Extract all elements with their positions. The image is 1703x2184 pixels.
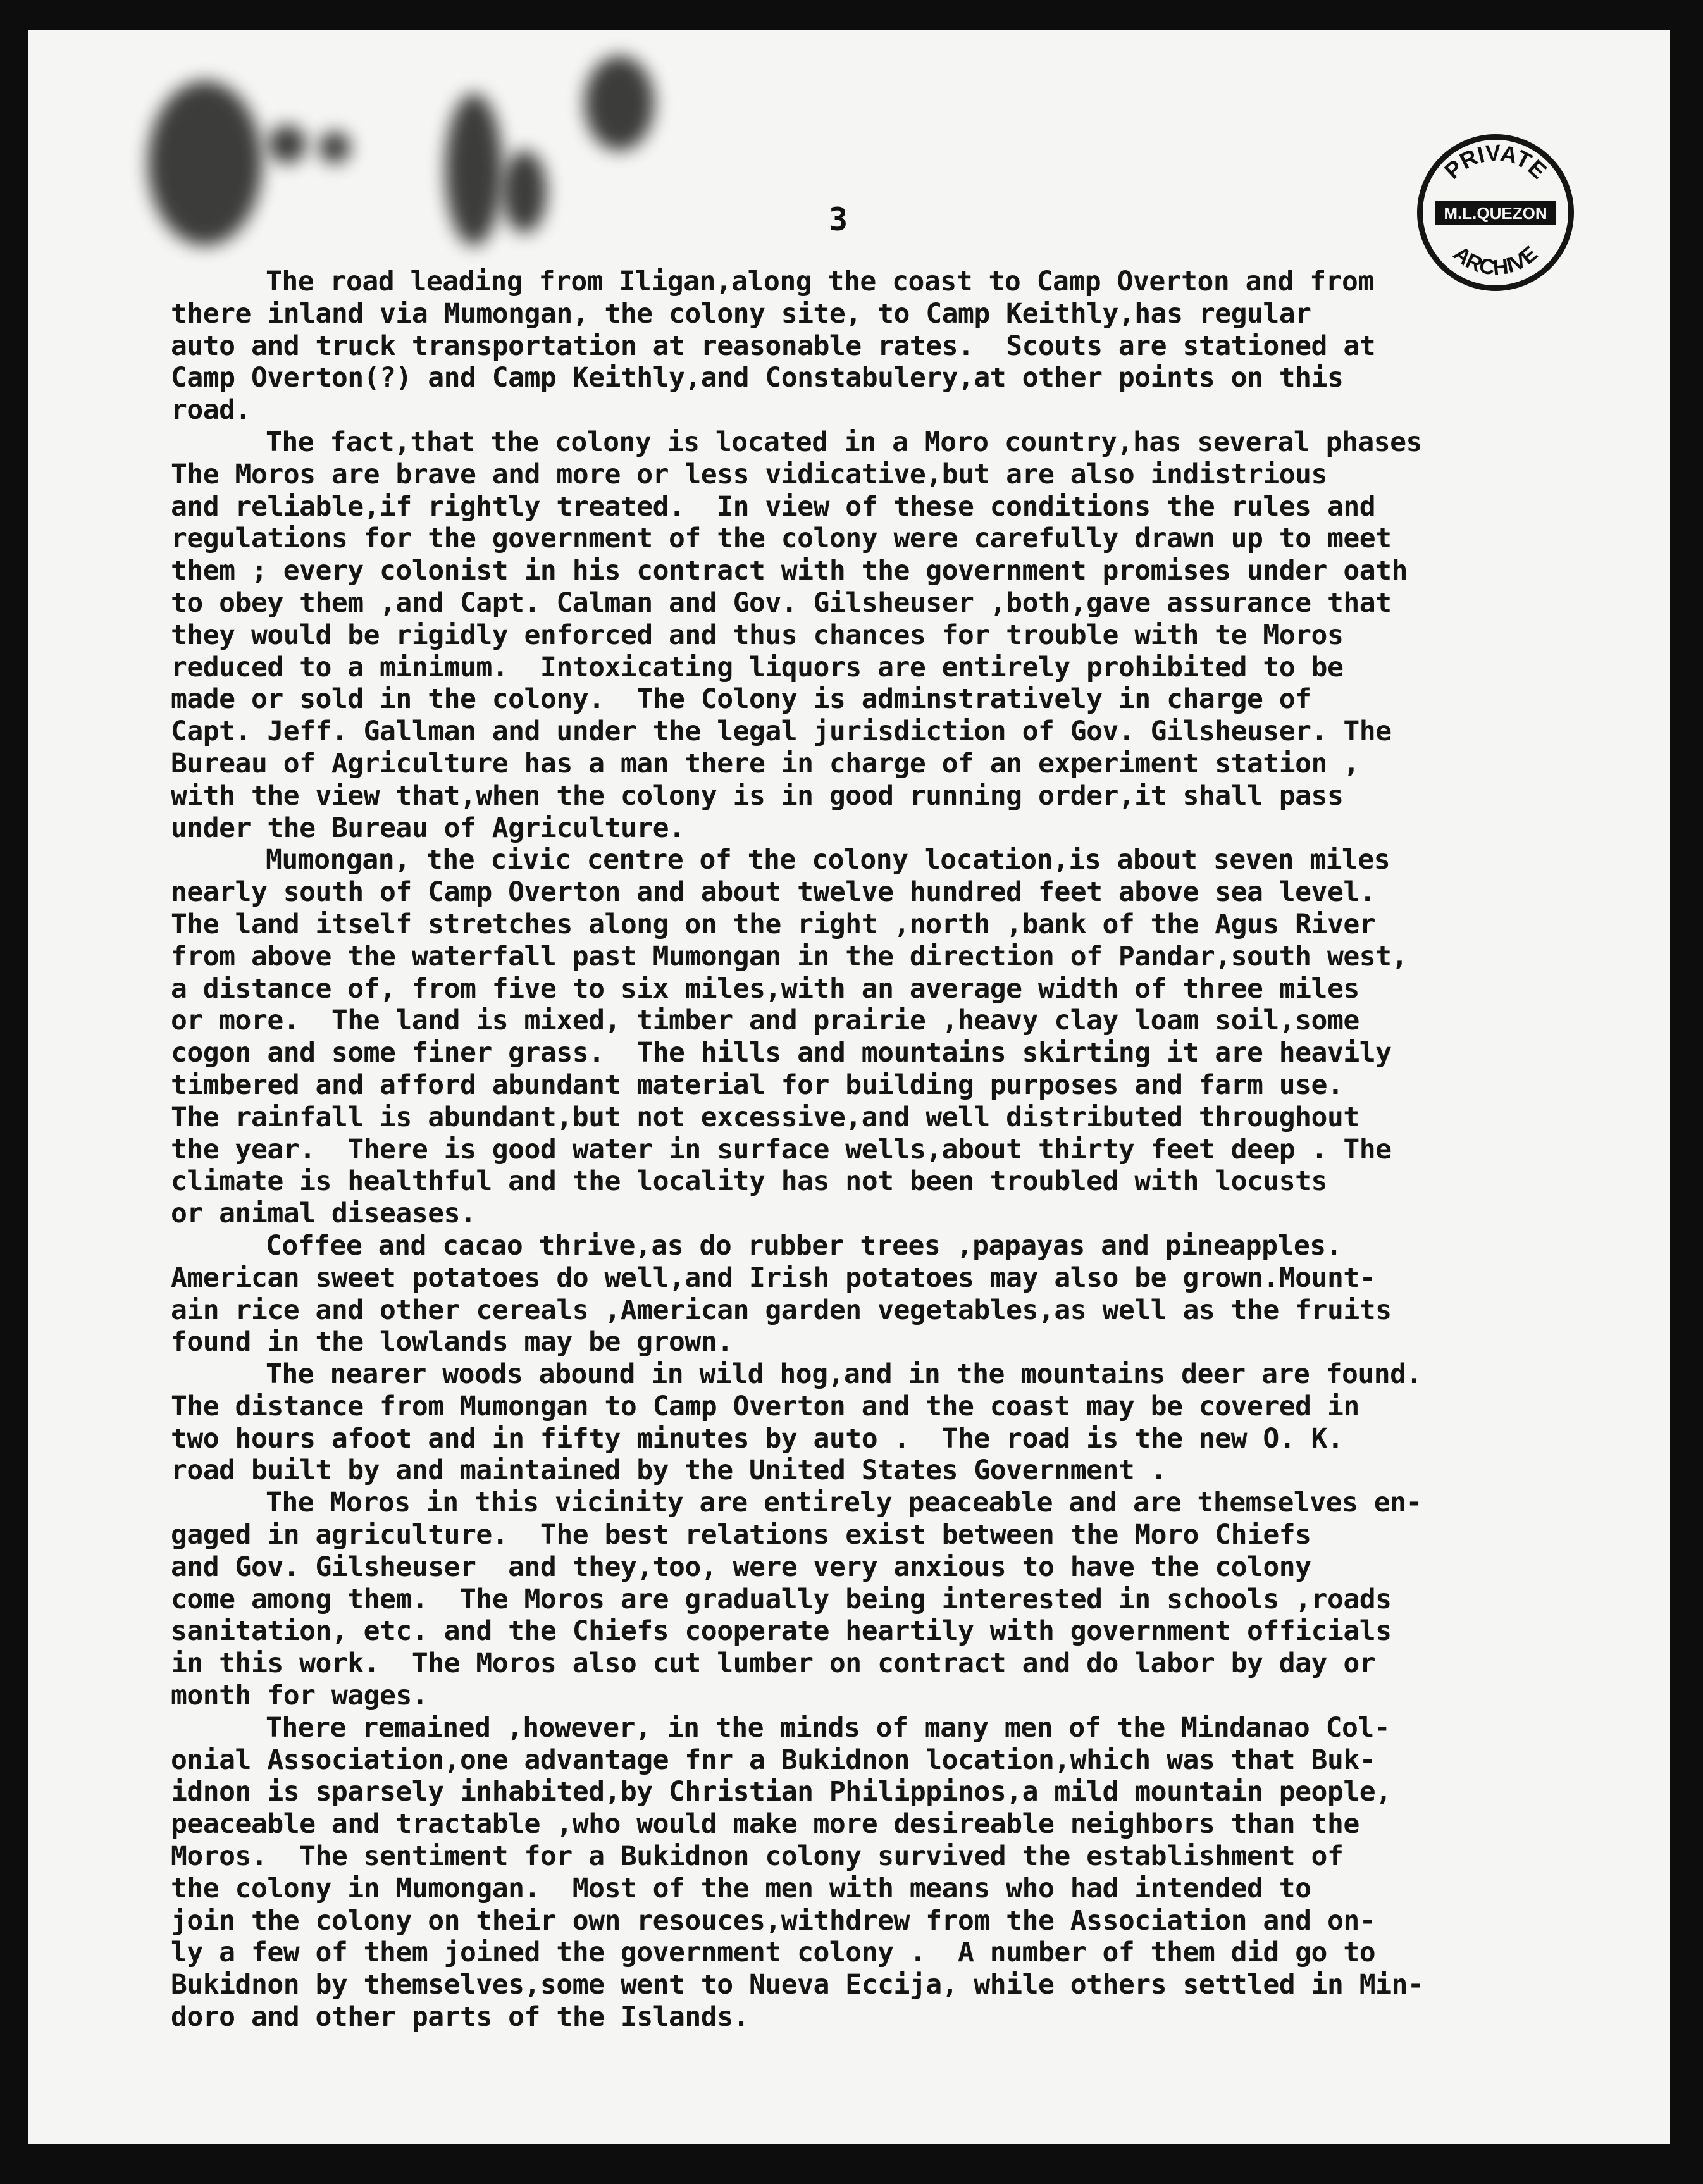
document-body <box>171 266 1645 2033</box>
text-line: there inland via Mumongan, the colony site, to Camp Keithly,has regular <box>171 297 1311 330</box>
text-line: made or sold in the colony. The Colony is adminstratively in charge of <box>171 683 1311 716</box>
text-line: or more. The land is mixed, timber and prairie ,heavy clay loam soil,some <box>171 1005 1359 1037</box>
ink-smudge <box>585 56 654 151</box>
text-line: The Moros are brave and more or less vidicative,but are also indistrious <box>171 458 1327 490</box>
text-line: a distance of, from five to six miles,with an average width of three miles <box>171 972 1359 1005</box>
text-line: Camp Overton(?) and Camp Keithly,and Constabulery,at other points on this <box>171 362 1344 394</box>
ink-smudge <box>445 94 502 245</box>
text-line: road built by and maintained by the United States Government . <box>171 1455 1167 1487</box>
text-line: with the view that,when the colony is in good running order,it shall pass <box>171 779 1344 812</box>
stamp-middle-text: M.L.QUEZON <box>1444 204 1547 223</box>
text-line: two hours afoot and in fifty minutes by auto . The road is the new O. K. <box>171 1422 1344 1455</box>
text-line: reduced to a minimum. Intoxicating liquors are entirely prohibited to be <box>171 651 1344 683</box>
paragraph <box>171 1487 1645 1712</box>
text-line: The fact,that the colony is located in a Moro country,has several phases <box>266 426 1422 458</box>
stamp-graphic <box>1423 140 1568 285</box>
text-line: Moros. The sentiment for a Bukidnon colony survived the establishment of <box>171 1840 1344 1873</box>
page-number: 3 <box>829 201 848 238</box>
text-line: idnon is sparsely inhabited,by Christian Philippinos,a mild mountain people, <box>171 1776 1392 1808</box>
paragraph <box>171 266 1645 426</box>
ink-smudge <box>319 132 350 163</box>
text-line: timbered and afford abundant material for building purposes and farm use. <box>171 1069 1344 1101</box>
text-line: The road leading from Iligan,along the coast to Camp Overton and from <box>266 266 1374 297</box>
text-line: ly a few of them joined the government colony . A number of them did go to <box>171 1937 1376 1969</box>
text-line: nearly south of Camp Overton and about twelve hundred feet above sea level. <box>171 876 1376 909</box>
text-line: The nearer woods abound in wild hog,and in the mountains deer are found. <box>266 1358 1422 1391</box>
text-line: and Gov. Gilsheuser and they,too, were very anxious to have the colony <box>171 1551 1311 1583</box>
text-line: ain rice and other cereals ,American garden vegetables,as well as the fruits <box>171 1294 1392 1326</box>
text-line: and reliable,if rightly treated. In view of these conditions the rules and <box>171 490 1376 523</box>
text-line: they would be rigidly enforced and thus chances for trouble with te Moros <box>171 619 1344 651</box>
text-line: The distance from Mumongan to Camp Overton and the coast may be covered in <box>171 1390 1359 1422</box>
text-line: under the Bureau of Agriculture. <box>171 812 685 844</box>
text-line: from above the waterfall past Mumongan in the direction of Pandar,south west, <box>171 940 1408 972</box>
text-line: regulations for the government of the colony were carefully drawn up to meet <box>171 523 1392 555</box>
paragraph <box>171 844 1645 1230</box>
text-line: climate is healthful and the locality has not been troubled with locusts <box>171 1165 1327 1198</box>
text-line: gaged in agriculture. The best relations exist between the Moro Chiefs <box>171 1519 1311 1551</box>
paragraph <box>171 426 1645 844</box>
stamp-bottom-text: ARCHIVE <box>1449 241 1542 280</box>
text-line: doro and other parts of the Islands. <box>171 2001 749 2033</box>
text-line: the colony in Mumongan. Most of the men with means who had intended to <box>171 1872 1311 1904</box>
text-line: join the colony on their own resouces,withdrew from the Association and on- <box>171 1904 1376 1937</box>
ink-smudge <box>268 125 306 163</box>
paragraph <box>171 1230 1645 1358</box>
text-line: There remained ,however, in the minds of many men of the Mindanao Col- <box>266 1711 1390 1744</box>
svg-text:PRIVATE <box>1439 140 1552 184</box>
ink-smudge <box>148 81 262 245</box>
text-line: cogon and some finer grass. The hills and mountains skirting it are heavily <box>171 1037 1392 1069</box>
text-line: or animal diseases. <box>171 1198 476 1230</box>
text-line: auto and truck transportation at reasonable rates. Scouts are stationed at <box>171 330 1376 362</box>
text-line: them ; every colonist in his contract with the government promises under oath <box>171 555 1408 587</box>
text-line: month for wages. <box>171 1680 428 1712</box>
text-line: Capt. Jeff. Gallman and under the legal jurisdiction of Gov. Gilsheuser. The <box>171 716 1392 748</box>
text-line: found in the lowlands may be grown. <box>171 1326 733 1358</box>
text-line: Mumongan, the civic centre of the colony location,is about seven miles <box>266 844 1390 876</box>
stamp-top-text: PRIVATE <box>1439 140 1552 184</box>
text-line: The Moros in this vicinity are entirely peaceable and are themselves en- <box>266 1487 1422 1519</box>
text-line: onial Association,one advantage fnr a Bukidnon location,which was that Buk- <box>171 1744 1376 1776</box>
text-line: to obey them ,and Capt. Calman and Gov. Gilsheuser ,both,gave assurance that <box>171 586 1392 619</box>
text-line: the year. There is good water in surface wells,about thirty feet deep . The <box>171 1133 1392 1165</box>
paragraph <box>171 1712 1645 2033</box>
text-line: Bureau of Agriculture has a man there in charge of an experiment station , <box>171 747 1359 779</box>
text-line: American sweet potatoes do well,and Irish potatoes may also be grown.Mount- <box>171 1262 1376 1294</box>
paragraph <box>171 1358 1645 1487</box>
text-line: sanitation, etc. and the Chiefs cooperate heartily with government officials <box>171 1615 1392 1647</box>
text-line: Bukidnon by themselves,some went to Nueva Eccija, while others settled in Min- <box>171 1969 1424 2001</box>
text-line: in this work. The Moros also cut lumber on contract and do labor by day or <box>171 1647 1376 1680</box>
text-line: Coffee and cacao thrive,as do rubber trees ,papayas and pineapples. <box>266 1229 1342 1262</box>
text-line: The rainfall is abundant,but not excessive,and well distributed throughout <box>171 1101 1359 1133</box>
text-line: The land itself stretches along on the right ,north ,bank of the Agus River <box>171 908 1376 940</box>
text-line: peaceable and tractable ,who would make more desireable neighbors than the <box>171 1808 1359 1840</box>
text-line: come among them. The Moros are gradually being interested in schools ,roads <box>171 1583 1392 1615</box>
ink-smudge <box>502 151 547 233</box>
text-line: road. <box>171 394 251 426</box>
